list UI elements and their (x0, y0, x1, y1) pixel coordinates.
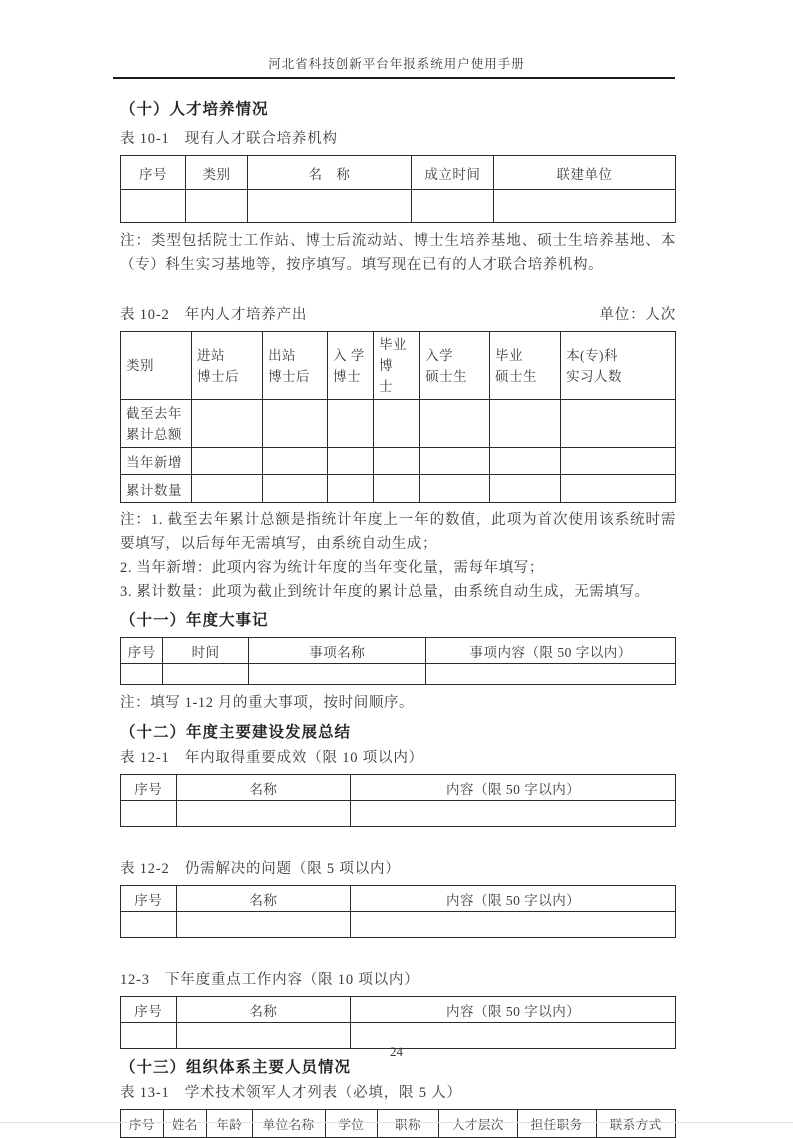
table-13-1-header-row (121, 1110, 676, 1138)
table-10-2-caption: 表 10-2 年内人才培养产出 (120, 307, 308, 323)
empty-cell (121, 912, 177, 938)
section-13-heading: （十三）组织体系主要人员情况 (120, 1059, 352, 1076)
empty-cell (163, 664, 249, 685)
empty-cell (374, 400, 420, 448)
header-divider (113, 77, 675, 79)
table-10-1-note: 注：类型包括院士工作站、博士后流动站、博士生培养基地、硕士生培养基地、本（专）科生实习基地等，按序填写。填写现在已有的人才联合培养机构。 (120, 233, 676, 273)
table-10-2-note-3: 3. 累计数量：此项为截止到统计年度的累计总量，由系统自动生成，无需填写。 (120, 584, 650, 600)
column-header: 类别 (185, 156, 247, 190)
table-12-2-caption: 表 12-2 仍需解决的问题（限 5 项以内） (120, 861, 401, 877)
column-header: 联系方式 (596, 1110, 675, 1138)
column-header: 毕业 硕士生 (490, 332, 561, 400)
empty-cell (192, 475, 263, 503)
empty-cell (249, 664, 426, 685)
column-header: 联建单位 (493, 156, 675, 190)
empty-cell (351, 912, 676, 938)
table-10-2-unit-label: 单位：人次 (599, 307, 676, 323)
empty-cell (374, 475, 420, 503)
column-header: 内容（限 50 字以内） (351, 997, 676, 1023)
page-header-title: 河北省科技创新平台年报系统用户使用手册 (268, 57, 525, 71)
table-10-2 (120, 331, 676, 503)
column-header: 序号 (121, 886, 177, 912)
empty-cell (493, 190, 675, 223)
empty-cell (411, 190, 493, 223)
row-label: 截至去年 累计总额 (121, 400, 192, 448)
column-header: 时间 (163, 638, 249, 664)
table-row (121, 448, 676, 475)
table-12-2 (120, 885, 676, 938)
empty-cell (185, 190, 247, 223)
empty-cell (420, 400, 490, 448)
column-header: 本(专)科 实习人数 (561, 332, 676, 400)
column-header: 序号 (121, 997, 177, 1023)
table-12-1-header-row (121, 775, 676, 801)
column-header: 年龄 (207, 1110, 253, 1138)
column-header: 序号 (121, 156, 186, 190)
empty-cell (176, 912, 351, 938)
empty-cell (121, 664, 163, 685)
column-header: 事项名称 (249, 638, 426, 664)
empty-cell (121, 801, 177, 827)
table-10-1 (120, 155, 676, 223)
empty-cell (490, 400, 561, 448)
column-header: 序号 (121, 1110, 164, 1138)
empty-cell (561, 448, 676, 475)
empty-cell (426, 664, 676, 685)
empty-cell (192, 448, 263, 475)
empty-cell (490, 448, 561, 475)
table-10-2-header-row (121, 332, 676, 400)
table-12-3-header-row (121, 997, 676, 1023)
table-12-1 (120, 774, 676, 827)
empty-cell (263, 475, 328, 503)
column-header: 入 学 博士 (327, 332, 373, 400)
table-row (121, 801, 676, 827)
table-13-1 (120, 1109, 676, 1138)
table-row (121, 912, 676, 938)
row-label: 累计数量 (121, 475, 192, 503)
empty-cell (420, 475, 490, 503)
table-12-3-caption: 12-3 下年度重点工作内容（限 10 项以内） (120, 972, 420, 988)
page-content (120, 97, 676, 1138)
column-header: 名 称 (248, 156, 412, 190)
section-10-heading: （十）人才培养情况 (120, 101, 269, 118)
table-row (121, 664, 676, 685)
column-header: 入学 硕士生 (420, 332, 490, 400)
table-10-1-caption: 表 10-1 现有人才联合培养机构 (120, 131, 338, 147)
column-header: 职称 (377, 1110, 438, 1138)
column-header: 学位 (325, 1110, 377, 1138)
empty-cell (121, 190, 186, 223)
table-12-3 (120, 996, 676, 1049)
column-header: 名称 (176, 997, 351, 1023)
table-10-2-caption-row (120, 303, 676, 324)
empty-cell (327, 400, 373, 448)
table-10-1-header-row (121, 156, 676, 190)
table-13-1-caption: 表 13-1 学术技术领军人才列表（必填，限 5 人） (120, 1085, 462, 1101)
empty-cell (561, 400, 676, 448)
table-12-2-header-row (121, 886, 676, 912)
row-label: 当年新增 (121, 448, 192, 475)
column-header: 姓名 (163, 1110, 206, 1138)
table-row (121, 190, 676, 223)
empty-cell (263, 400, 328, 448)
column-header: 内容（限 50 字以内） (351, 775, 676, 801)
empty-cell (490, 475, 561, 503)
table-10-2-note-2: 2. 当年新增：此项内容为统计年度的当年变化量，需每年填写； (120, 560, 544, 576)
table-12-1-caption: 表 12-1 年内取得重要成效（限 10 项以内） (120, 750, 424, 766)
empty-cell (263, 448, 328, 475)
empty-cell (192, 400, 263, 448)
column-header: 类别 (121, 332, 192, 400)
column-header: 序号 (121, 638, 163, 664)
table-11-header-row (121, 638, 676, 664)
empty-cell (176, 801, 351, 827)
column-header: 出站 博士后 (263, 332, 328, 400)
column-header: 成立时间 (411, 156, 493, 190)
table-11-note: 注：填写 1-12 月的重大事项，按时间顺序。 (120, 695, 415, 711)
section-11-heading: （十一）年度大事记 (120, 612, 269, 629)
empty-cell (327, 475, 373, 503)
empty-cell (351, 801, 676, 827)
column-header: 进站 博士后 (192, 332, 263, 400)
table-10-2-note-1: 注：1. 截至去年累计总额是指统计年度上一年的数值，此项为首次使用该系统时需要填写，以后每年无需填写，由系统自动生成； (120, 512, 676, 552)
empty-cell (561, 475, 676, 503)
page-number: 24 (390, 1044, 403, 1059)
column-header: 担任职务 (517, 1110, 596, 1138)
table-row (121, 400, 676, 448)
column-header: 事项内容（限 50 字以内） (426, 638, 676, 664)
column-header: 单位名称 (252, 1110, 325, 1138)
column-header: 名称 (176, 886, 351, 912)
table-11 (120, 637, 676, 685)
empty-cell (248, 190, 412, 223)
table-row (121, 475, 676, 503)
column-header: 名称 (176, 775, 351, 801)
empty-cell (374, 448, 420, 475)
column-header: 毕业博 士 (374, 332, 420, 400)
column-header: 人才层次 (438, 1110, 517, 1138)
column-header: 内容（限 50 字以内） (351, 886, 676, 912)
column-header: 序号 (121, 775, 177, 801)
section-12-heading: （十二）年度主要建设发展总结 (120, 724, 352, 741)
empty-cell (327, 448, 373, 475)
empty-cell (420, 448, 490, 475)
